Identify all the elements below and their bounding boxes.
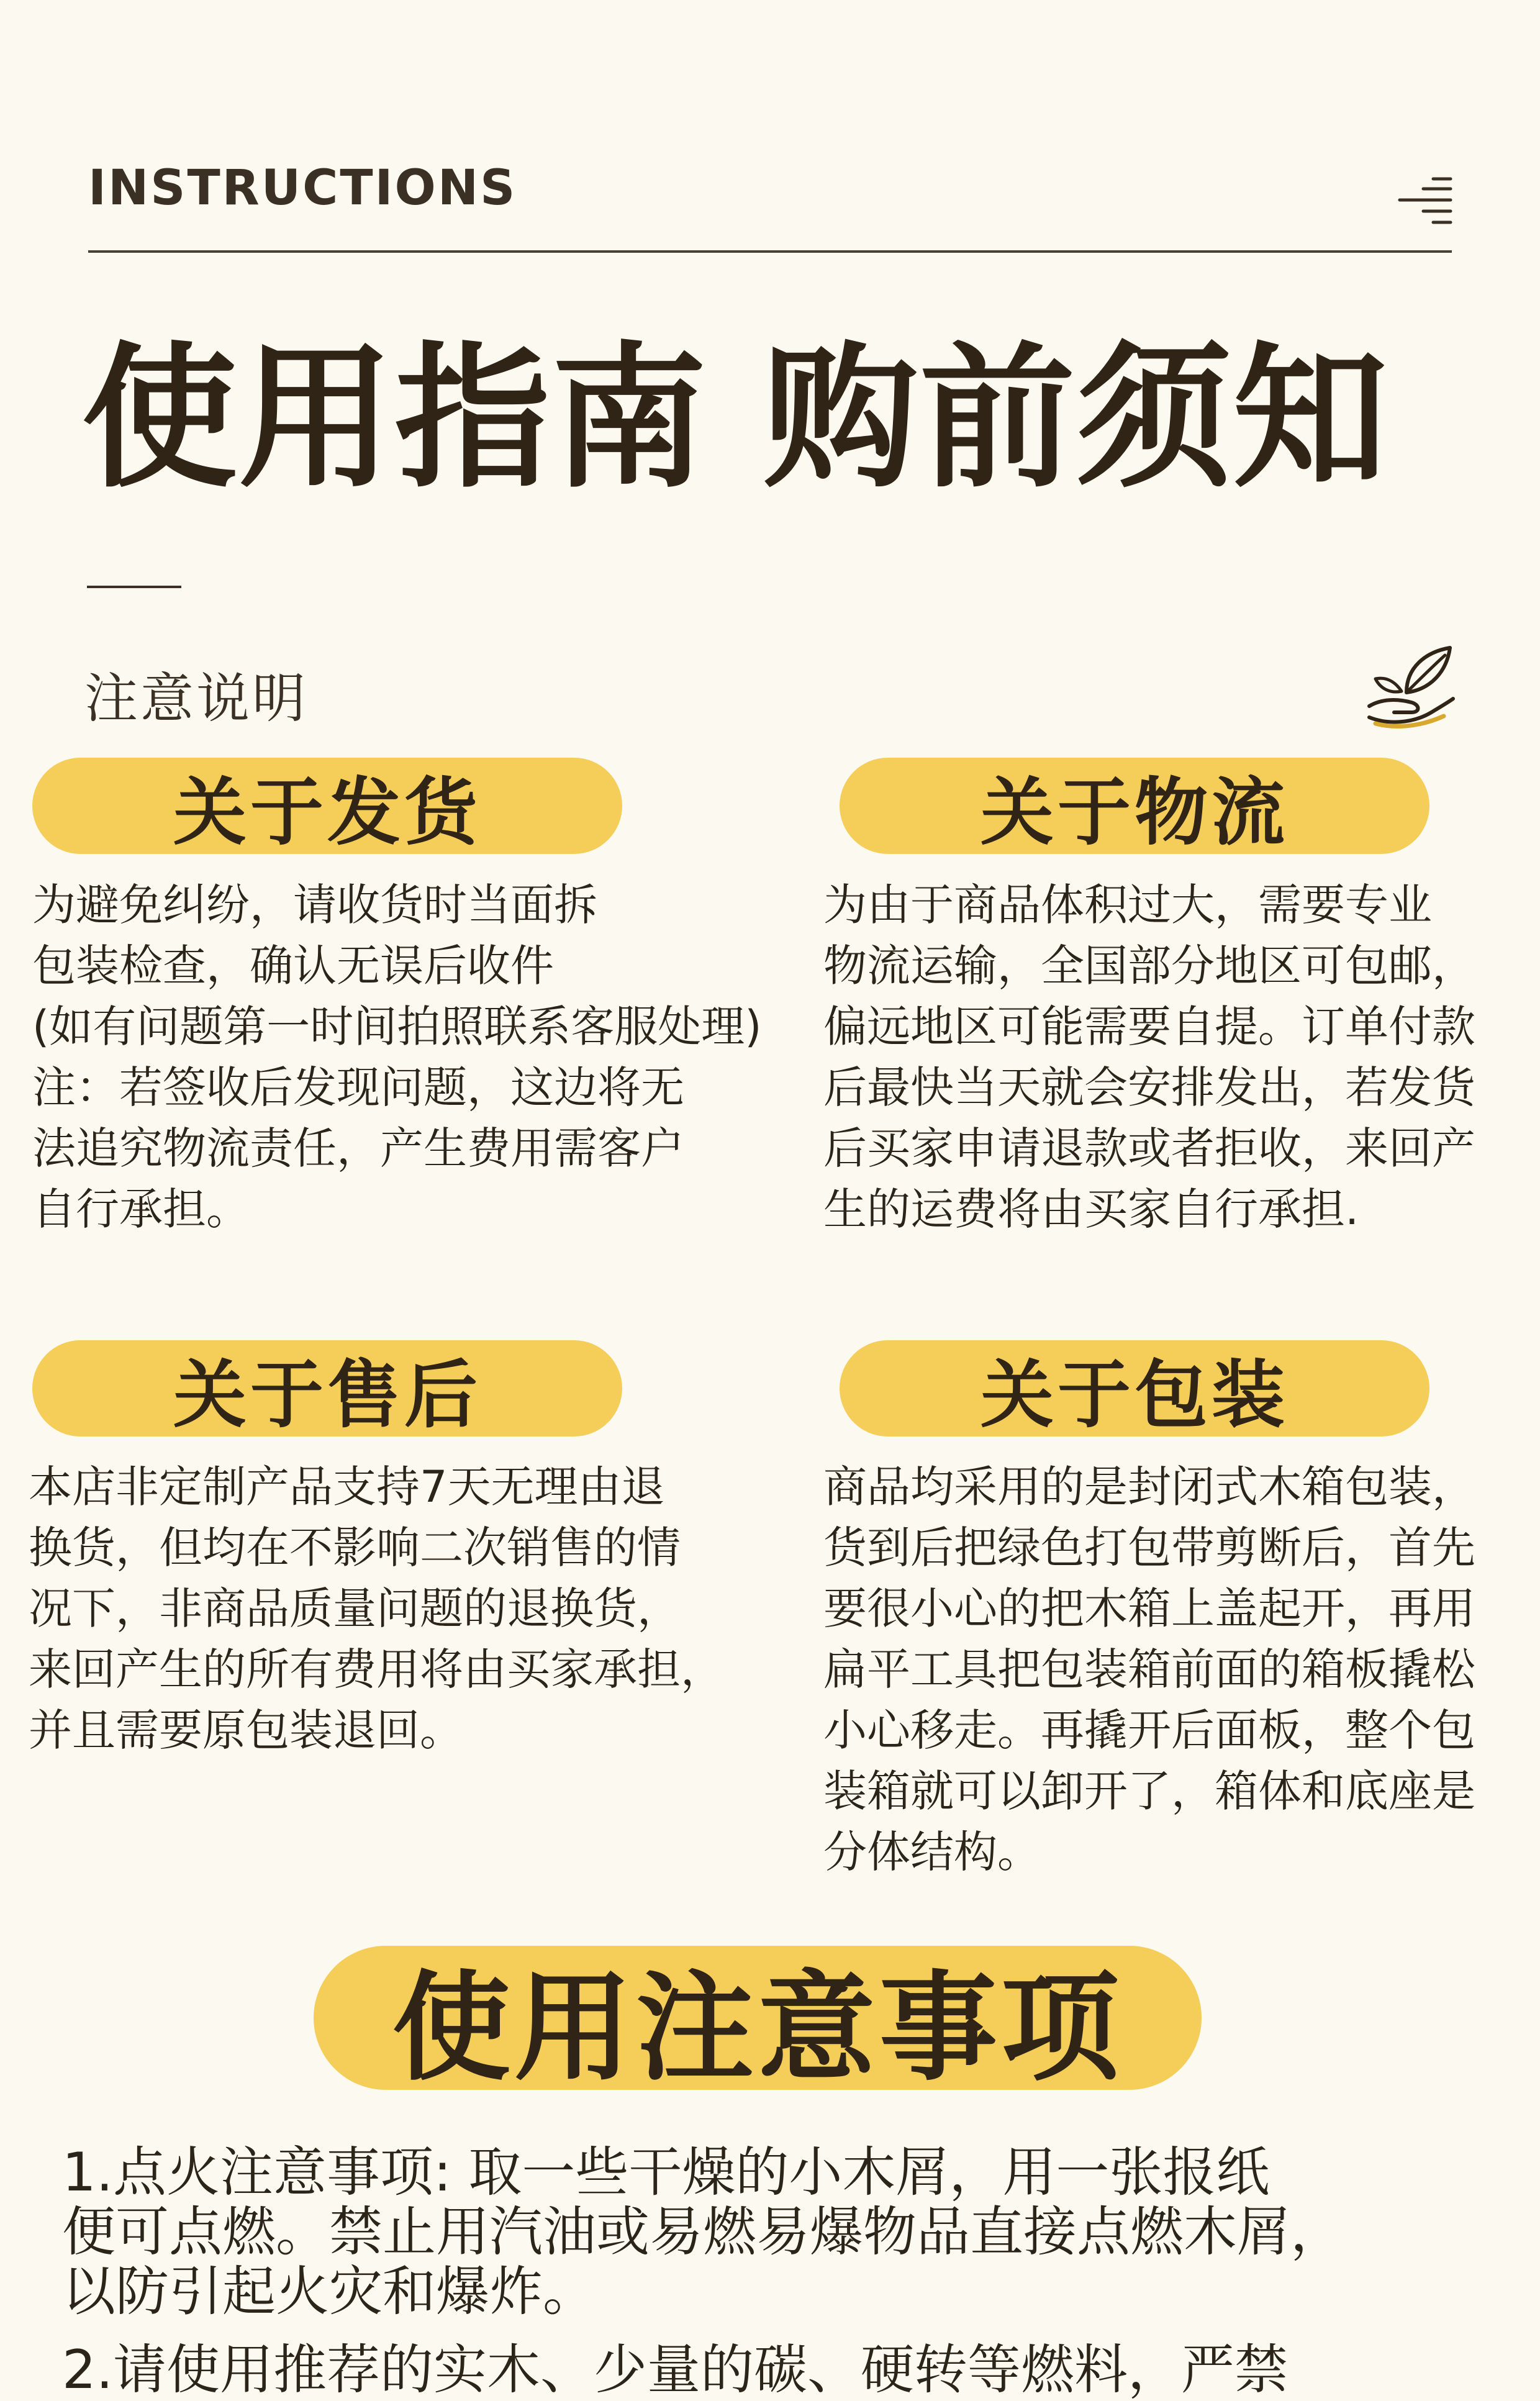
shipping-text: 为避免纠纷，请收货时当面拆 包装检查，确认无误后收件 (如有问题第一时间拍照联系客服处理) 注：若签收后发现问题，这边将无 法追究物流责任，产生费用需客户 自行承担。: [32, 879, 762, 1235]
short-divider: [87, 586, 181, 588]
menu-lines-icon[interactable]: [1396, 175, 1453, 226]
header-title: INSTRUCTIONS: [88, 160, 517, 216]
section-title-after-sales: 关于售后: [32, 1340, 622, 1437]
notes-label: 注意说明: [84, 668, 308, 730]
usage-item-2: 2.请使用推荐的实木、少量的碳、硬转等燃料，严禁: [62, 2339, 1289, 2401]
section-title-shipping: 关于发货: [32, 758, 622, 854]
usage-item-1: 1.点火注意事项: 取一些干燥的小木屑，用一张报纸 便可点燃。禁止用汽油或易燃易爆物品直接点燃木屑， 以防引起火灾和爆炸。: [62, 2141, 1344, 2323]
header-divider: [88, 250, 1452, 253]
after-sales-text: 本店非定制产品支持7天无理由退 换货，但均在不影响二次销售的情 况下，非商品质量问题的退换货， 来回产生的所有费用将由买家承担， 并且需要原包装退回。: [29, 1461, 724, 1756]
plant-hand-icon: [1363, 637, 1456, 730]
logistics-text: 为由于商品体积过大，需要专业 物流运输，全国部分地区可包邮， 偏远地区可能需要自提。订单付款 后最快当天就会安排发出，若发货 后买家申请退款或者拒收，来回产 生的运费将由买家自行承担.: [823, 879, 1475, 1235]
page-title: 使用指南 购前须知: [82, 328, 1390, 509]
section-title-packaging: 关于包装: [840, 1340, 1429, 1437]
packaging-text: 商品均采用的是封闭式木箱包装， 货到后把绿色打包带剪断后，首先 要很小心的把木箱上盖起开，再用 扁平工具把包装箱前面的箱板撬松 小心移走。再撬开后面板，整个包 装箱就可以卸开了，箱体和底座是 分体结构。: [823, 1461, 1475, 1877]
usage-title: 使用注意事项: [314, 1946, 1202, 2090]
section-title-logistics: 关于物流: [840, 758, 1429, 854]
